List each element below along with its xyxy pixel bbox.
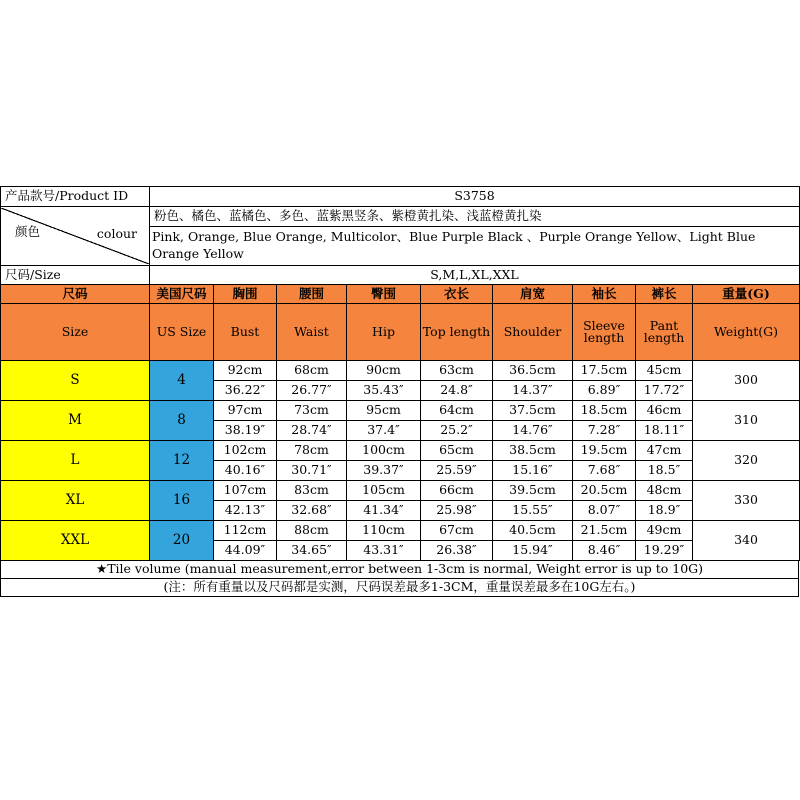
header-cn-4: 臀围: [347, 285, 421, 304]
colour-label-en: colour: [96, 226, 137, 241]
measure-inch-cell: 38.19″: [214, 421, 277, 441]
header-en-0: Size: [1, 304, 150, 361]
weight-cell: 330: [693, 481, 800, 521]
header-en-3: Waist: [277, 304, 347, 361]
weight-cell: 320: [693, 441, 800, 481]
measure-cm-cell: 48cm: [636, 481, 693, 501]
measure-inch-cell: 14.37″: [493, 381, 573, 401]
measure-cm-cell: 83cm: [277, 481, 347, 501]
notes-table: [0, 560, 799, 597]
measure-cm-cell: 38.5cm: [493, 441, 573, 461]
measure-cm-cell: 95cm: [347, 401, 421, 421]
measure-inch-cell: 43.31″: [347, 541, 421, 561]
measure-cm-cell: 46cm: [636, 401, 693, 421]
measure-inch-cell: 25.98″: [421, 501, 493, 521]
size-row-1: [1, 401, 800, 421]
header-en-2: Bust: [214, 304, 277, 361]
header-cn-9: 重量(G): [693, 285, 800, 304]
measure-cm-cell: 88cm: [277, 521, 347, 541]
header-cn-1: 美国尺码: [150, 285, 214, 304]
measure-cm-cell: 68cm: [277, 361, 347, 381]
measure-inch-cell: 17.72″: [636, 381, 693, 401]
measure-inch-cell: 15.94″: [493, 541, 573, 561]
size-cell: XL: [1, 481, 150, 521]
sizes-row: [1, 266, 800, 285]
measure-inch-cell: 35.43″: [347, 381, 421, 401]
size-label: 尺码/Size: [1, 266, 150, 285]
colour-label-cell: [1, 207, 150, 266]
product-id-row: [1, 187, 800, 207]
measure-cm-cell: 67cm: [421, 521, 493, 541]
measure-cm-cell: 17.5cm: [573, 361, 636, 381]
measure-inch-cell: 28.74″: [277, 421, 347, 441]
measure-inch-cell: 7.68″: [573, 461, 636, 481]
us-size-cell: 16: [150, 481, 214, 521]
header-cn-3: 腰围: [277, 285, 347, 304]
header-cn-0: 尺码: [1, 285, 150, 304]
size-row-3: [1, 481, 800, 501]
measure-cm-cell: 97cm: [214, 401, 277, 421]
measure-cm-cell: 49cm: [636, 521, 693, 541]
size-cell: XXL: [1, 521, 150, 561]
measure-cm-cell: 45cm: [636, 361, 693, 381]
measure-inch-cell: 37.4″: [347, 421, 421, 441]
measure-cm-cell: 112cm: [214, 521, 277, 541]
measure-inch-cell: 44.09″: [214, 541, 277, 561]
header-en-5: Top length: [421, 304, 493, 361]
measure-cm-cell: 19.5cm: [573, 441, 636, 461]
weight-cell: 340: [693, 521, 800, 561]
measure-inch-cell: 36.22″: [214, 381, 277, 401]
measure-cm-cell: 39.5cm: [493, 481, 573, 501]
measure-cm-cell: 47cm: [636, 441, 693, 461]
measure-inch-cell: 15.55″: [493, 501, 573, 521]
us-size-cell: 8: [150, 401, 214, 441]
size-row-2: [1, 441, 800, 461]
size-cell: L: [1, 441, 150, 481]
measure-inch-cell: 18.5″: [636, 461, 693, 481]
us-size-cell: 12: [150, 441, 214, 481]
measure-cm-cell: 18.5cm: [573, 401, 636, 421]
measure-inch-cell: 30.71″: [277, 461, 347, 481]
measure-cm-cell: 78cm: [277, 441, 347, 461]
measure-inch-cell: 32.68″: [277, 501, 347, 521]
measure-inch-cell: 34.65″: [277, 541, 347, 561]
measure-cm-cell: 92cm: [214, 361, 277, 381]
header-cn-5: 衣长: [421, 285, 493, 304]
sizes-value: S,M,L,XL,XXL: [150, 266, 800, 285]
measure-inch-cell: 6.89″: [573, 381, 636, 401]
header-row-cn: [1, 285, 800, 304]
weight-cell: 300: [693, 361, 800, 401]
colours-en: Pink, Orange, Blue Orange, Multicolor、Blue Purple Black 、Purple Orange Yellow、Light Blue Orange Yellow: [150, 227, 800, 266]
product-id-value: S3758: [150, 187, 800, 207]
measure-inch-cell: 25.2″: [421, 421, 493, 441]
measure-cm-cell: 73cm: [277, 401, 347, 421]
note-row-en: [1, 561, 799, 579]
measure-cm-cell: 37.5cm: [493, 401, 573, 421]
size-cell: S: [1, 361, 150, 401]
header-en-6: Shoulder: [493, 304, 573, 361]
header-cn-7: 袖长: [573, 285, 636, 304]
measure-inch-cell: 42.13″: [214, 501, 277, 521]
size-cell: M: [1, 401, 150, 441]
note-row-cn: [1, 579, 799, 597]
measure-inch-cell: 40.16″: [214, 461, 277, 481]
measure-cm-cell: 90cm: [347, 361, 421, 381]
size-chart-table: [0, 186, 800, 561]
us-size-cell: 4: [150, 361, 214, 401]
header-cn-6: 肩宽: [493, 285, 573, 304]
colour-label-cn: 颜色: [15, 224, 41, 239]
measure-inch-cell: 26.77″: [277, 381, 347, 401]
header-en-8: Pant length: [636, 304, 693, 361]
measure-inch-cell: 8.46″: [573, 541, 636, 561]
measure-cm-cell: 21.5cm: [573, 521, 636, 541]
size-chart: [0, 186, 799, 597]
measure-inch-cell: 7.28″: [573, 421, 636, 441]
header-en-9: Weight(G): [693, 304, 800, 361]
weight-cell: 310: [693, 401, 800, 441]
measure-cm-cell: 105cm: [347, 481, 421, 501]
size-row-4: [1, 521, 800, 541]
measure-cm-cell: 63cm: [421, 361, 493, 381]
measure-cm-cell: 20.5cm: [573, 481, 636, 501]
measure-inch-cell: 14.76″: [493, 421, 573, 441]
measure-cm-cell: 36.5cm: [493, 361, 573, 381]
measure-cm-cell: 40.5cm: [493, 521, 573, 541]
measure-inch-cell: 18.9″: [636, 501, 693, 521]
measure-cm-cell: 64cm: [421, 401, 493, 421]
measure-cm-cell: 65cm: [421, 441, 493, 461]
measure-inch-cell: 8.07″: [573, 501, 636, 521]
measure-inch-cell: 26.38″: [421, 541, 493, 561]
measure-cm-cell: 110cm: [347, 521, 421, 541]
measure-inch-cell: 15.16″: [493, 461, 573, 481]
measure-inch-cell: 24.8″: [421, 381, 493, 401]
measure-inch-cell: 39.37″: [347, 461, 421, 481]
header-cn-2: 胸围: [214, 285, 277, 304]
measure-cm-cell: 100cm: [347, 441, 421, 461]
header-row-en: [1, 304, 800, 361]
measure-inch-cell: 41.34″: [347, 501, 421, 521]
size-row-0: [1, 361, 800, 381]
header-cn-8: 裤长: [636, 285, 693, 304]
measure-cm-cell: 107cm: [214, 481, 277, 501]
note-en: ★Tile volume (manual measurement,error between 1-3cm is normal, Weight error is up to 10G): [1, 561, 799, 579]
measure-inch-cell: 25.59″: [421, 461, 493, 481]
header-en-1: US Size: [150, 304, 214, 361]
colours-cn: 粉色、橘色、蓝橘色、多色、蓝紫黑竖条、紫橙黄扎染、浅蓝橙黄扎染: [150, 207, 800, 227]
note-cn: (注：所有重量以及尺码都是实测，尺码误差最多1-3CM，重量误差最多在10G左右。): [1, 579, 799, 597]
header-en-4: Hip: [347, 304, 421, 361]
measure-inch-cell: 19.29″: [636, 541, 693, 561]
measure-cm-cell: 102cm: [214, 441, 277, 461]
measure-inch-cell: 18.11″: [636, 421, 693, 441]
measure-cm-cell: 66cm: [421, 481, 493, 501]
header-en-7: Sleeve length: [573, 304, 636, 361]
product-id-label: 产品款号/Product ID: [1, 187, 150, 207]
colour-row-cn: [1, 207, 800, 227]
us-size-cell: 20: [150, 521, 214, 561]
